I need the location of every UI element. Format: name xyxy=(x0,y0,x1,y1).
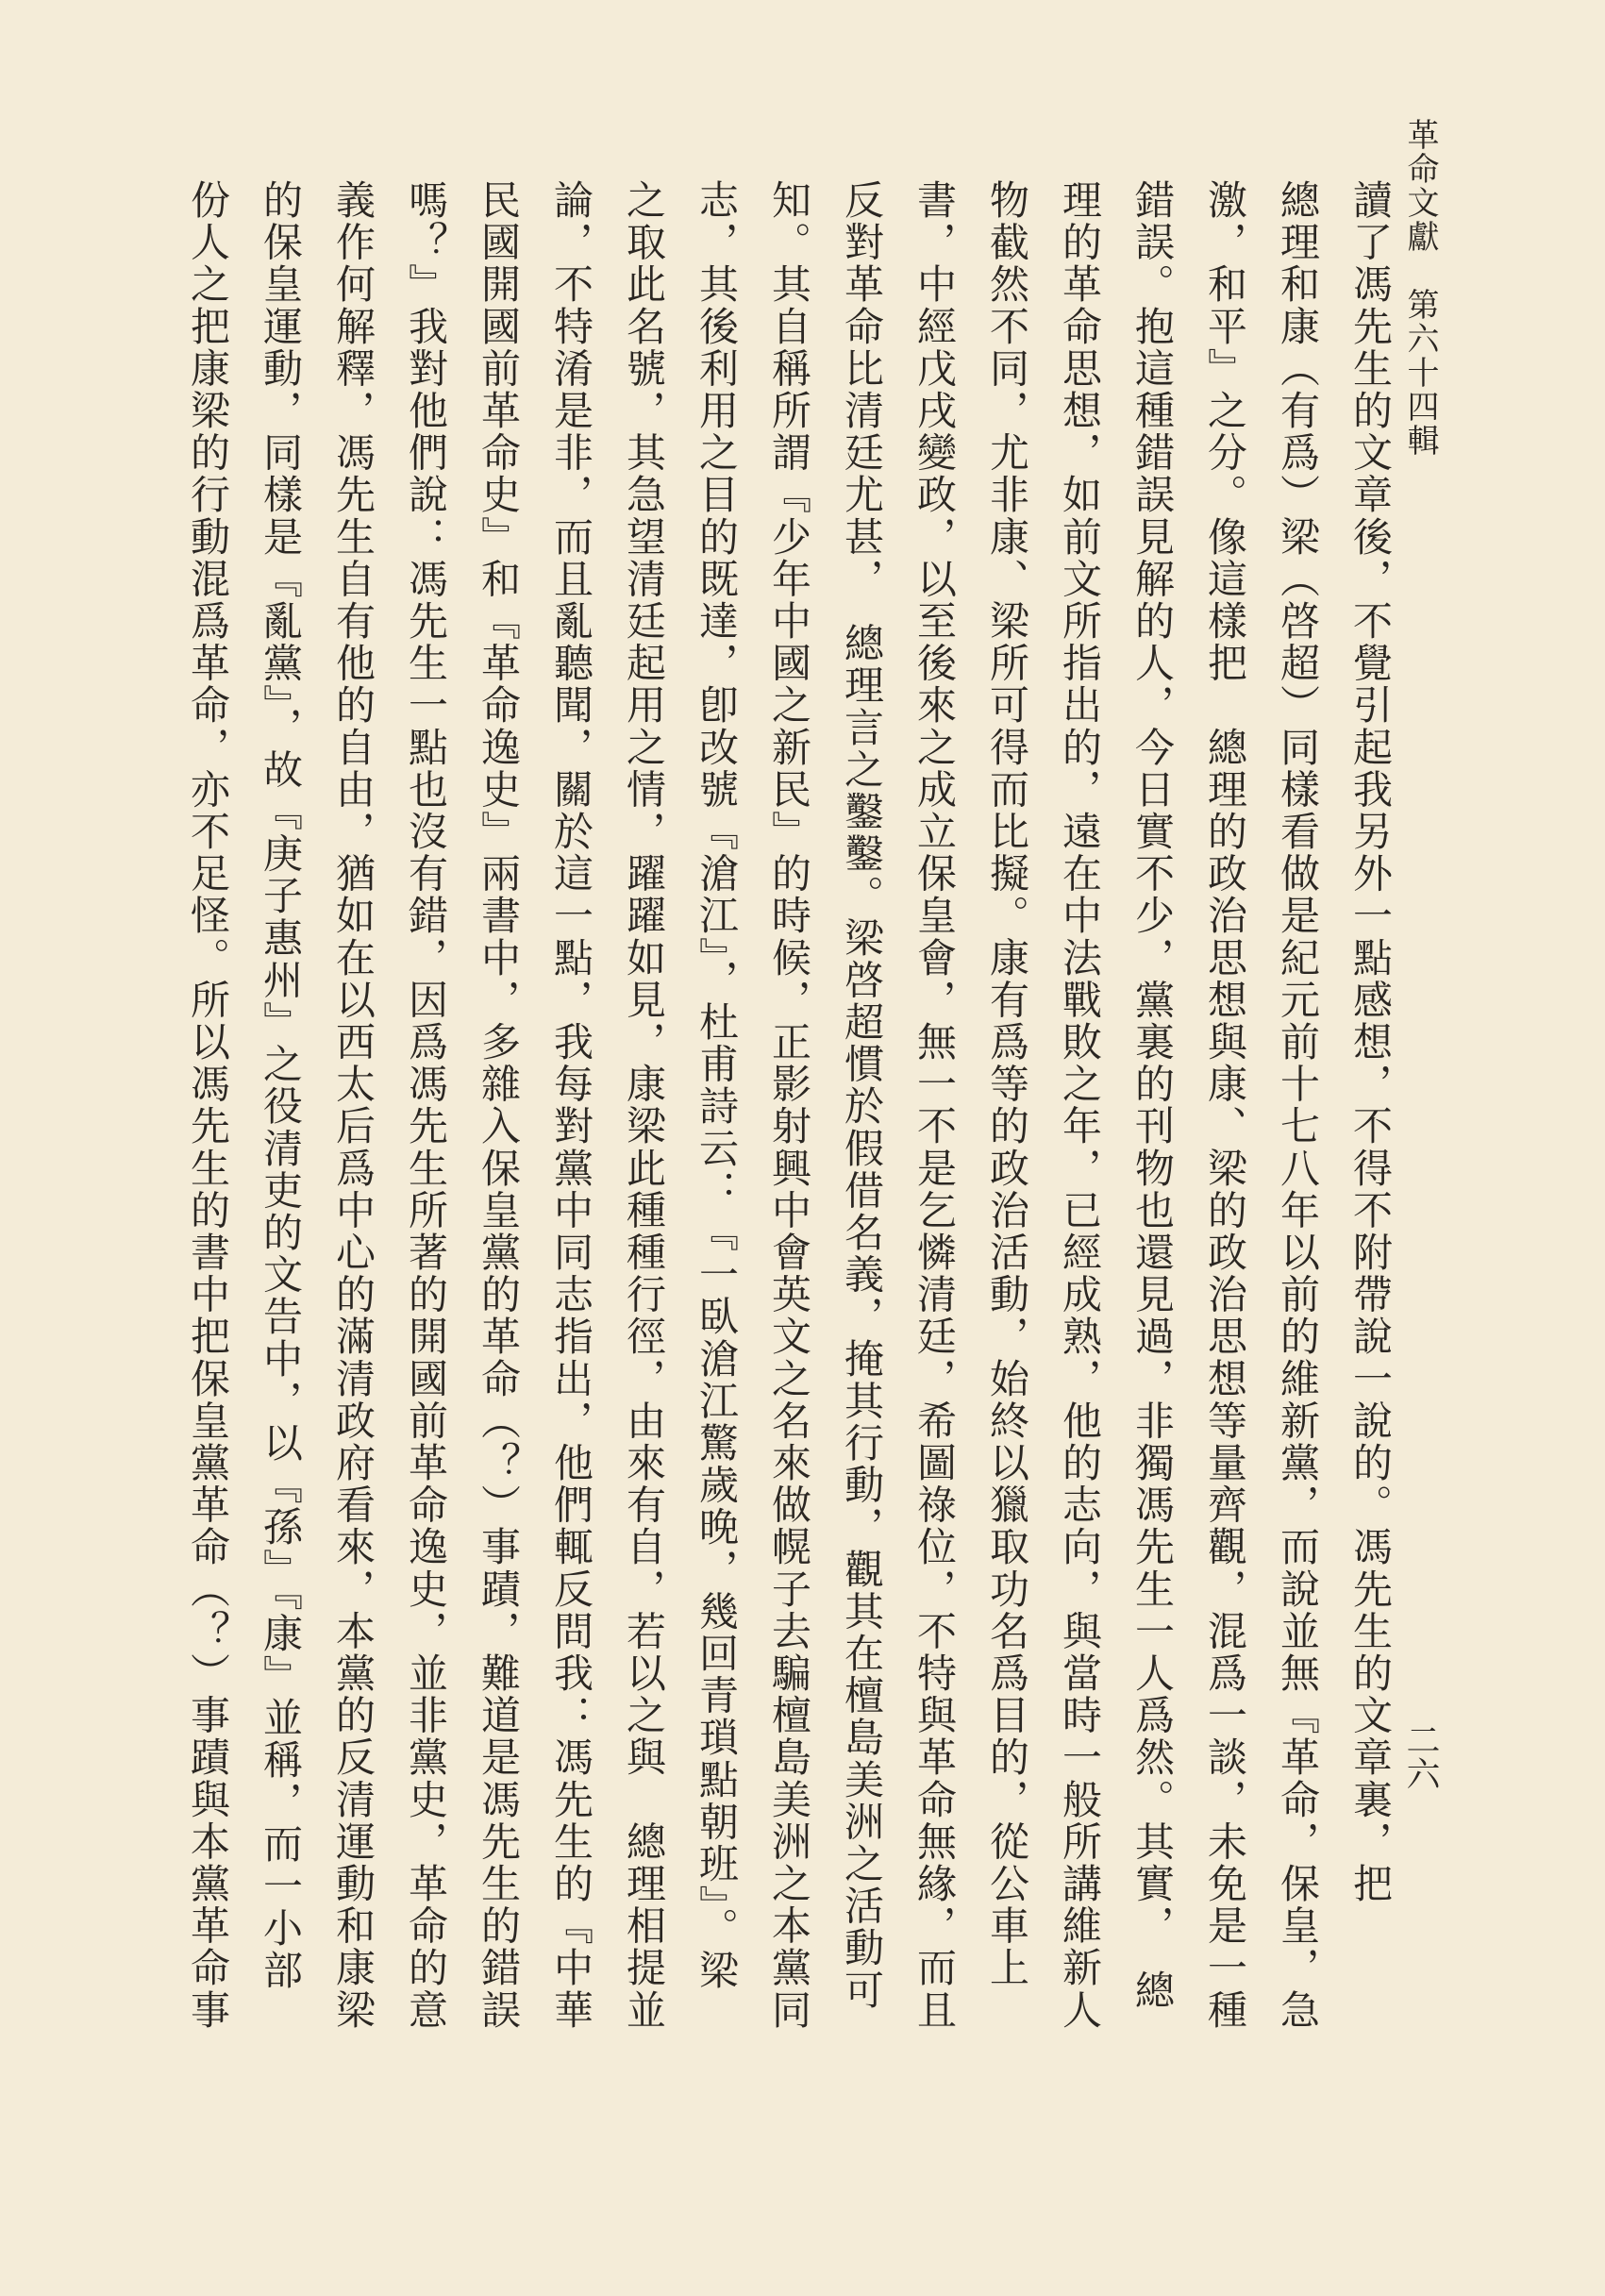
page-number: 二六 xyxy=(1401,1722,1440,1790)
text-column: 總理和康（有爲）梁（啓超）同樣看做是紀元前十七八年以前的維新黨，而說並無『革命，保皇，急 xyxy=(1275,179,1321,2032)
text-column: 讀了馮先生的文章後，不覺引起我另外一點感想，不得不附帶說一說的。馮先生的文章裏，把 xyxy=(1347,179,1394,1905)
text-column: 知。其自稱所謂『少年中國之新民』的時候，正影射興中會英文之名來做幌子去騙檀島美洲之本黨同 xyxy=(766,179,812,2032)
body-text xyxy=(172,179,1407,2067)
text-column: 物截然不同，尤非康、梁所可得而比擬。康有爲等的政治活動，始終以獵取功名爲目的，從公車上 xyxy=(984,179,1030,1989)
text-column: 嗎？』我對他們說：馮先生一點也沒有錯，因爲馮先生所著的開國前革命逸史，並非黨史，革命的意 xyxy=(403,179,449,2032)
text-column: 民國開國前革命史』和『革命逸史』兩書中，多雜入保皇黨的革命（？）事蹟，難道是馮先生的錯誤 xyxy=(476,179,522,2032)
text-column: 激，和平』之分。像這樣把 總理的政治思想與康、梁的政治思想等量齊觀，混爲一談，未免是一種 xyxy=(1202,179,1248,2032)
text-column: 理的革命思想，如前文所指出的，遠在中法戰敗之年，已經成熟，他的志向，與當時一般所講維新人 xyxy=(1057,179,1103,2032)
text-column: 書，中經戊戌變政，以至後來之成立保皇會，無一不是乞憐清廷，希圖祿位，不特與革命無緣，而且 xyxy=(911,179,958,2032)
text-column: 義作何解釋，馮先生自有他的自由，猶如在以西太后爲中心的滿清政府看來，本黨的反清運動和康梁 xyxy=(330,179,376,2032)
text-column: 的保皇運動，同樣是『亂黨』，故『庚子惠州』之役清吏的文告中，以『孫』『康』並稱，而一小部 xyxy=(258,179,304,1992)
text-column: 之取此名號，其急望清廷起用之情，躍躍如見，康梁此種種行徑，由來有自，若以之與 總理相提並 xyxy=(621,179,667,2032)
running-header: 革命文獻 第六十四輯 xyxy=(1401,118,1439,458)
text-column: 錯誤。抱這種錯誤見解的人，今日實不少，黨裏的刊物也還見過，非獨馮先生一人爲然。其實， 總 xyxy=(1129,179,1176,2012)
text-column: 份人之把康梁的行動混爲革命，亦不足怪。所以馮先生的書中把保皇黨革命（？）事蹟與本黨革命事 xyxy=(185,179,231,2032)
text-column: 論，不特淆是非，而且亂聽聞，關於這一點，我每對黨中同志指出，他們輒反問我：馮先生的『中華 xyxy=(548,179,594,2032)
text-column: 志，其後利用之目的既達，卽改號『滄江』，杜甫詩云：『一臥滄江驚歲晚，幾回青瑣點朝班』。梁 xyxy=(694,179,740,1992)
text-column: 反對革命比清廷尤甚， 總理言之鑿鑿。梁啓超慣於假借名義，掩其行動，觀其在檀島美洲之活動可 xyxy=(839,179,885,2012)
